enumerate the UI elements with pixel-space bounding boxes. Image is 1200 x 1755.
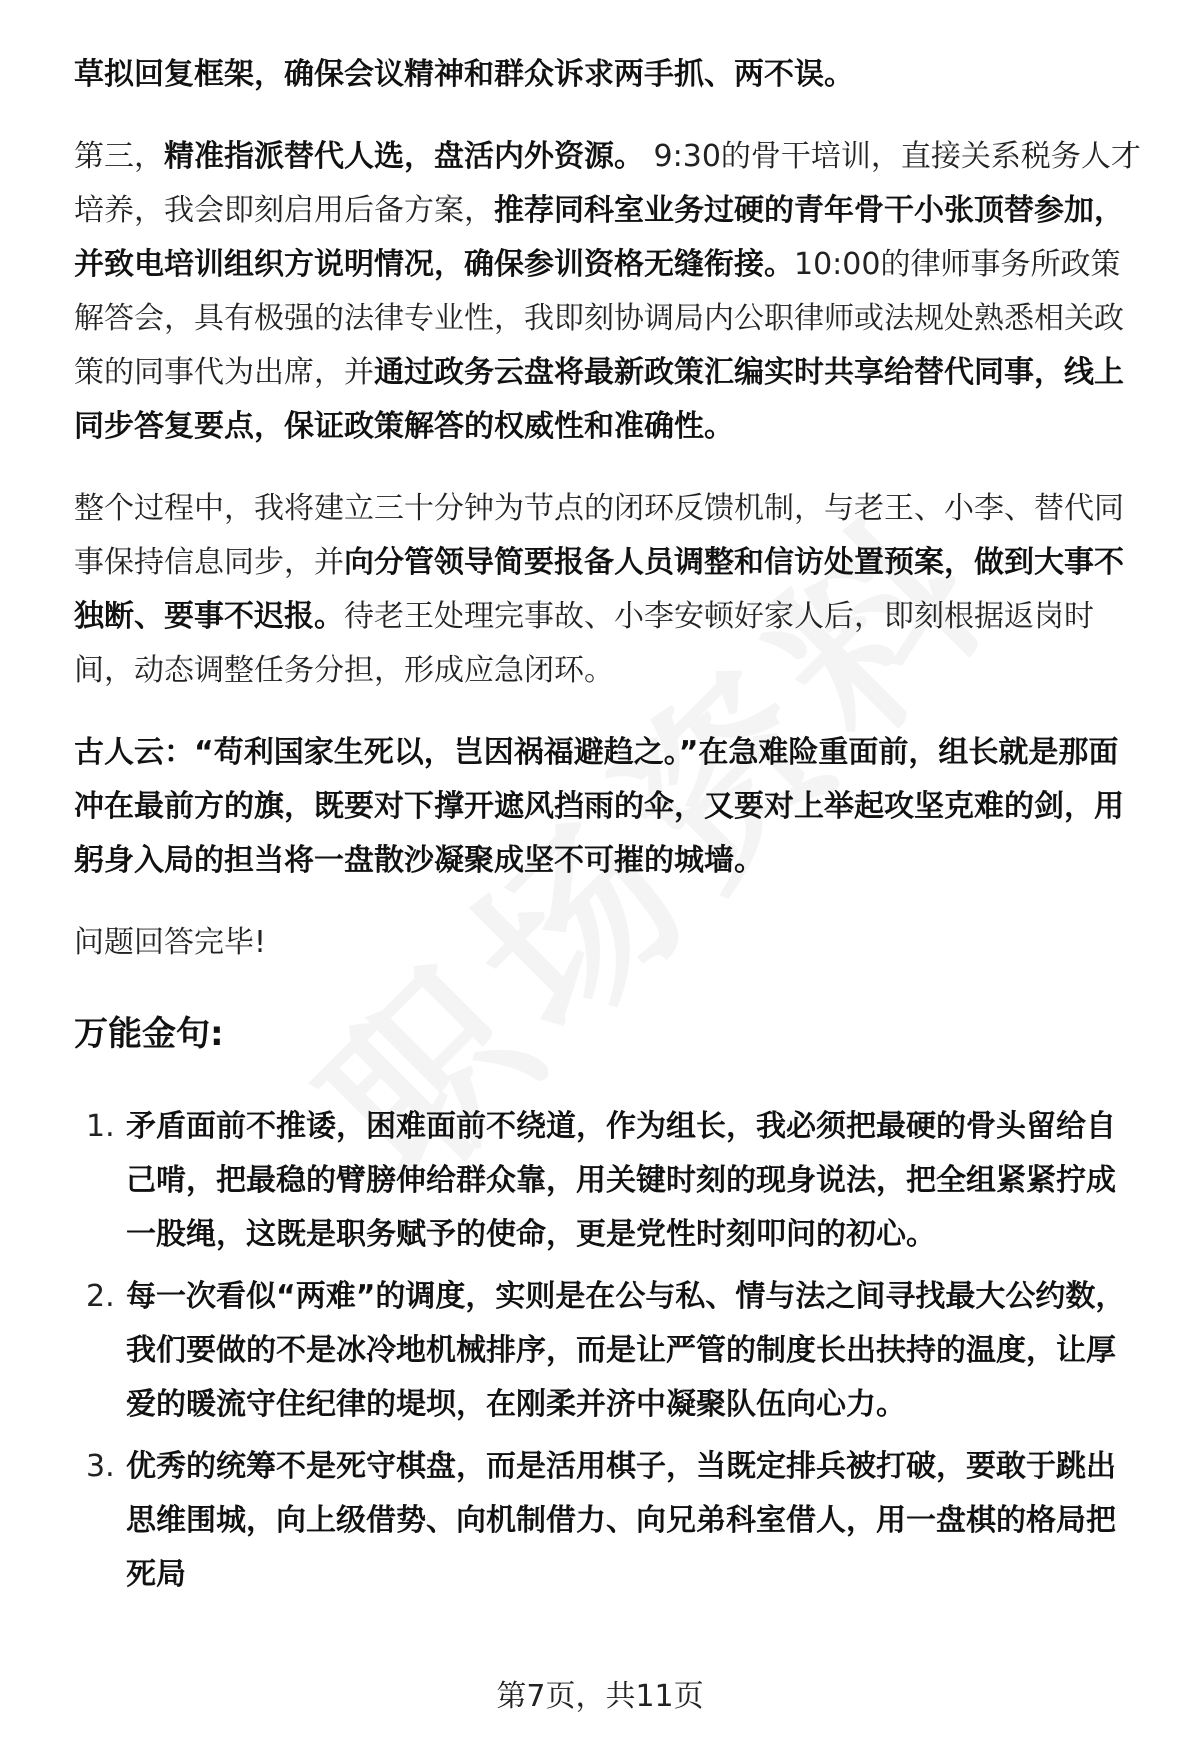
- bold-text: 通过政务云盘将最新政策汇编实时共享给替代同事，线上同步答复要点，保证政策解答的权威性和准确性。: [74, 355, 1124, 444]
- bold-text: 草拟回复框架，确保会议精神和群众诉求两手抓、两不误。: [74, 57, 854, 92]
- text: 第三，: [74, 139, 164, 174]
- bold-text: 推荐同科室业务过硬的青年骨干小张顶替参加，并致电培训组织方说明情况，确保参训资格无缝衔接。: [74, 193, 1124, 282]
- paragraph: [74, 48, 1144, 102]
- list-number: 3.: [86, 1449, 115, 1484]
- paragraph: [74, 130, 1144, 454]
- page-footer: 第7页，共11页: [496, 1679, 704, 1714]
- paragraph: [74, 726, 1144, 888]
- list-item: [74, 1100, 1144, 1262]
- numbered-list: [74, 1100, 1144, 1602]
- list-item-text: 优秀的统筹不是死守棋盘，而是活用棋子，当既定排兵被打破，要敢于跳出思维围城，向上级借势、向机制借力、向兄弟科室借人，用一盘棋的格局把死局: [126, 1449, 1116, 1592]
- paragraph: [74, 482, 1144, 698]
- list-number: 2.: [86, 1279, 115, 1314]
- text: 待老王处理完事故、小李安顿好家人后，即刻根据返岗时间，动态调整任务分担，形成应急闭环。: [74, 599, 1094, 688]
- text: 问题回答完毕!: [74, 925, 267, 960]
- list-item-text: 每一次看似“两难”的调度，实则是在公与私、情与法之间寻找最大公约数，我们要做的不是冰冷地机械排序，而是让严管的制度长出扶持的温度，让厚爱的暖流守住纪律的堤坝，在刚柔并济中凝聚队伍向心力。: [126, 1279, 1126, 1422]
- text: 10:00的律师事务所政策解答会，具有极强的法律专业性，我即刻协调局内公职律师或法规处熟悉相关政策的同事代为出席，并: [74, 247, 1124, 390]
- bold-text: 向分管领导简要报备人员调整和信访处置预案，做到大事不独断、要事不迟报。: [74, 545, 1124, 634]
- list-number: 1.: [86, 1109, 115, 1144]
- list-item: [74, 1440, 1144, 1602]
- text: 整个过程中，我将建立三十分钟为节点的闭环反馈机制，与老王、小李、替代同事保持信息同步，并: [74, 491, 1124, 580]
- text: 9:30的骨干培训，直接关系税务人才培养，我会即刻启用后备方案，: [74, 139, 1141, 228]
- bold-text: 古人云：“苟利国家生死以，岂因祸福避趋之。”在急难险重面前，组长就是那面冲在最前方的旗，既要对下撑开遮风挡雨的伞，又要对上举起攻坚克难的剑，用躬身入局的担当将一盘散沙凝聚成坚不可摧的城墙。: [74, 735, 1124, 878]
- section-title: 万能金句:: [74, 1014, 224, 1054]
- document-body: [74, 48, 1144, 1610]
- list-item: [74, 1270, 1144, 1432]
- list-item-text: 矛盾面前不推诿，困难面前不绕道，作为组长，我必须把最硬的骨头留给自己啃，把最稳的臂膀伸给群众靠，用关键时刻的现身说法，把全组紧紧拧成一股绳，这既是职务赋予的使命，更是党性时刻叩问的初心。: [126, 1109, 1116, 1252]
- paragraph: [74, 916, 1144, 970]
- bold-text: 精准指派替代人选，盘活内外资源。: [164, 139, 644, 174]
